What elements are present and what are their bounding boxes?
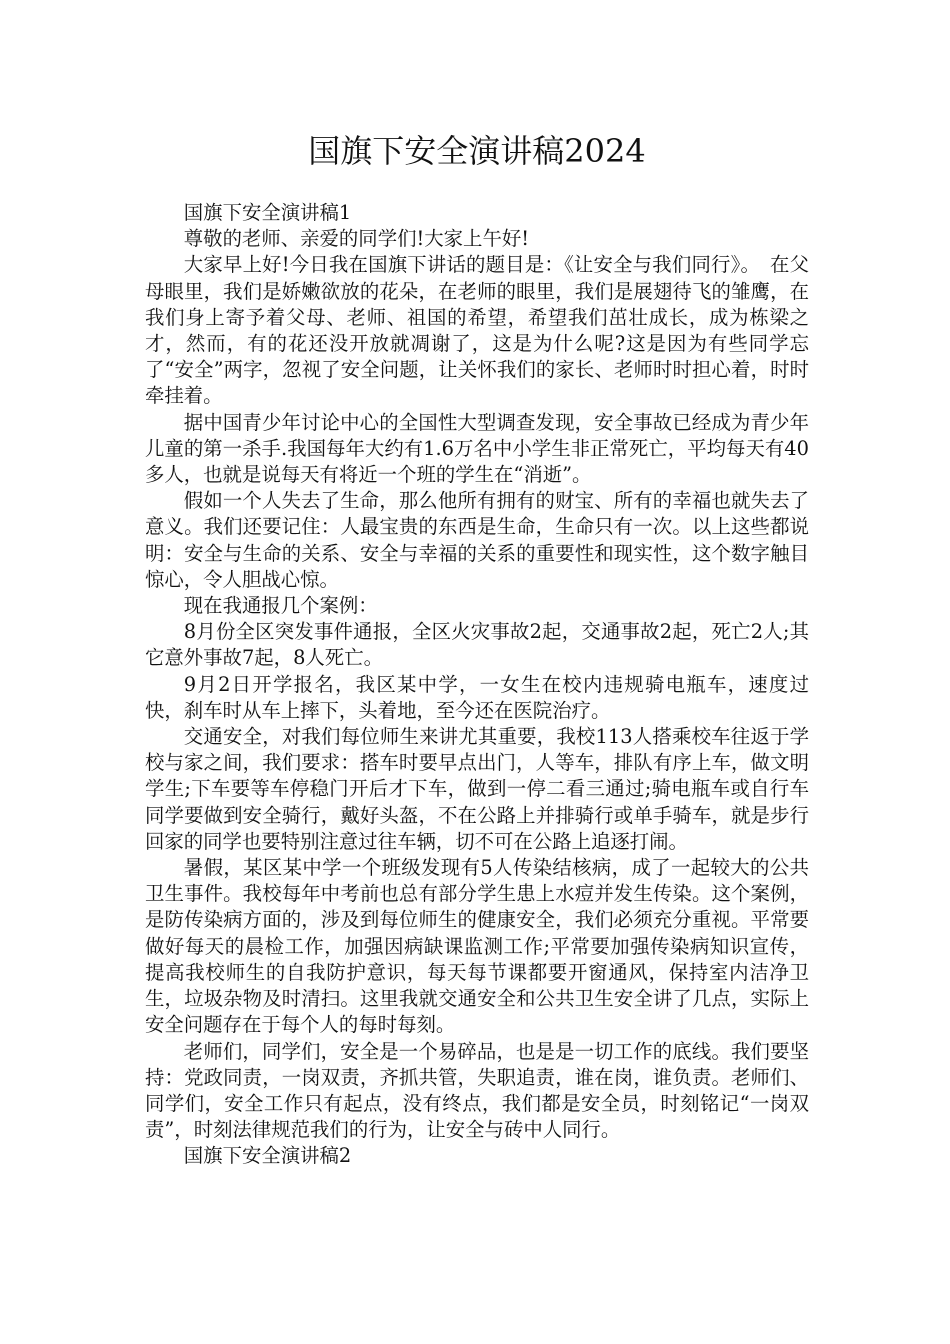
paragraph-case-august: 8月份全区突发事件通报，全区火灾事故2起，交通事故2起，死亡2人;其它意外事故7起，8人死亡。 — [145, 620, 809, 670]
paragraph-survey: 据中国青少年讨论中心的全国性大型调查发现，安全事故已经成为青少年儿童的第一杀手.我国每年大约有1.6万名中小学生非正常死亡，平均每天有40多人，也就是说每天有将近一个班的学生在“消逝”。 — [145, 410, 809, 487]
paragraph-heading-2: 国旗下安全演讲稿2 — [183, 1144, 352, 1168]
document-title: 国旗下安全演讲稿2024 — [308, 132, 646, 170]
paragraph-life: 假如一个人失去了生命，那么他所有拥有的财宝、所有的幸福也就失去了意义。我们还要记住：人最宝贵的东西是生命，生命只有一次。以上这些都说明：安全与生命的关系、安全与幸福的关系的重要性和现实性，这个数字触目惊心，令人胆战心惊。 — [145, 489, 809, 591]
document-body — [145, 200, 809, 1170]
paragraph-intro: 大家早上好!今日我在国旗下讲话的题目是：《让安全与我们同行》。 在父母眼里，我们是娇嫩欲放的花朵，在老师的眼里，我们是展翅待飞的雏鹰，在我们身上寄予着父母、老师、祖国的希望，希望我们茁壮成长，成为栋梁之才，然而，有的花还没开放就凋谢了，这是为什么呢?这是因为有些同学忘了“安全”两字，忽视了安全问题，让关怀我们的家长、老师时时担心着，时时牵挂着。 — [145, 253, 809, 408]
paragraph-traffic: 交通安全，对我们每位师生来讲尤其重要，我校113人搭乘校车往返于学校与家之间，我们要求：搭车时要早点出门，人等车，排队有序上车，做文明学生;下车要等车停稳门开后才下车，做到一停二看三通过;骑电瓶车或自行车同学要做到安全骑行，戴好头盔，不在公路上并排骑行或单手骑车，就是步行回家的同学也要特别注意过往车辆，切不可在公路上追逐打闹。 — [145, 725, 809, 853]
paragraph-case-september: 9月2日开学报名，我区某中学，一女生在校内违规骑电瓶车，速度过快，刹车时从车上摔下，头着地，至今还在医院治疗。 — [145, 672, 809, 722]
paragraph-greeting: 尊敬的老师、亲爱的同学们!大家上午好! — [183, 227, 530, 251]
paragraph-cases-intro: 现在我通报几个案例： — [183, 594, 378, 618]
paragraph-health: 暑假，某区某中学一个班级发现有5人传染结核病，成了一起较大的公共卫生事件。我校每年中考前也总有部分学生患上水痘并发生传染。这个案例，是防传染病方面的，涉及到每位师生的健康安全，我们必须充分重视。平常要做好每天的晨检工作，加强因病缺课监测工作;平常要加强传染病知识宣传，提高我校师生的自我防护意识，每天每节课都要开窗通风，保持室内洁净卫生，垃圾杂物及时清扫。这里我就交通安全和公共卫生安全讲了几点，实际上安全问题存在于每个人的每时每刻。 — [145, 856, 809, 1037]
paragraph-conclusion: 老师们，同学们，安全是一个易碎品，也是是一切工作的底线。我们要坚持：党政同责，一岗双责，齐抓共管，失职追责，谁在岗，谁负责。老师们、同学们，安全工作只有起点，没有终点，我们都是安全员，时刻铭记“一岗双责”，时刻法律规范我们的行为，让安全与砖中人同行。 — [145, 1039, 809, 1142]
paragraph-heading-1: 国旗下安全演讲稿1 — [183, 201, 352, 224]
document-page — [145, 0, 809, 1170]
